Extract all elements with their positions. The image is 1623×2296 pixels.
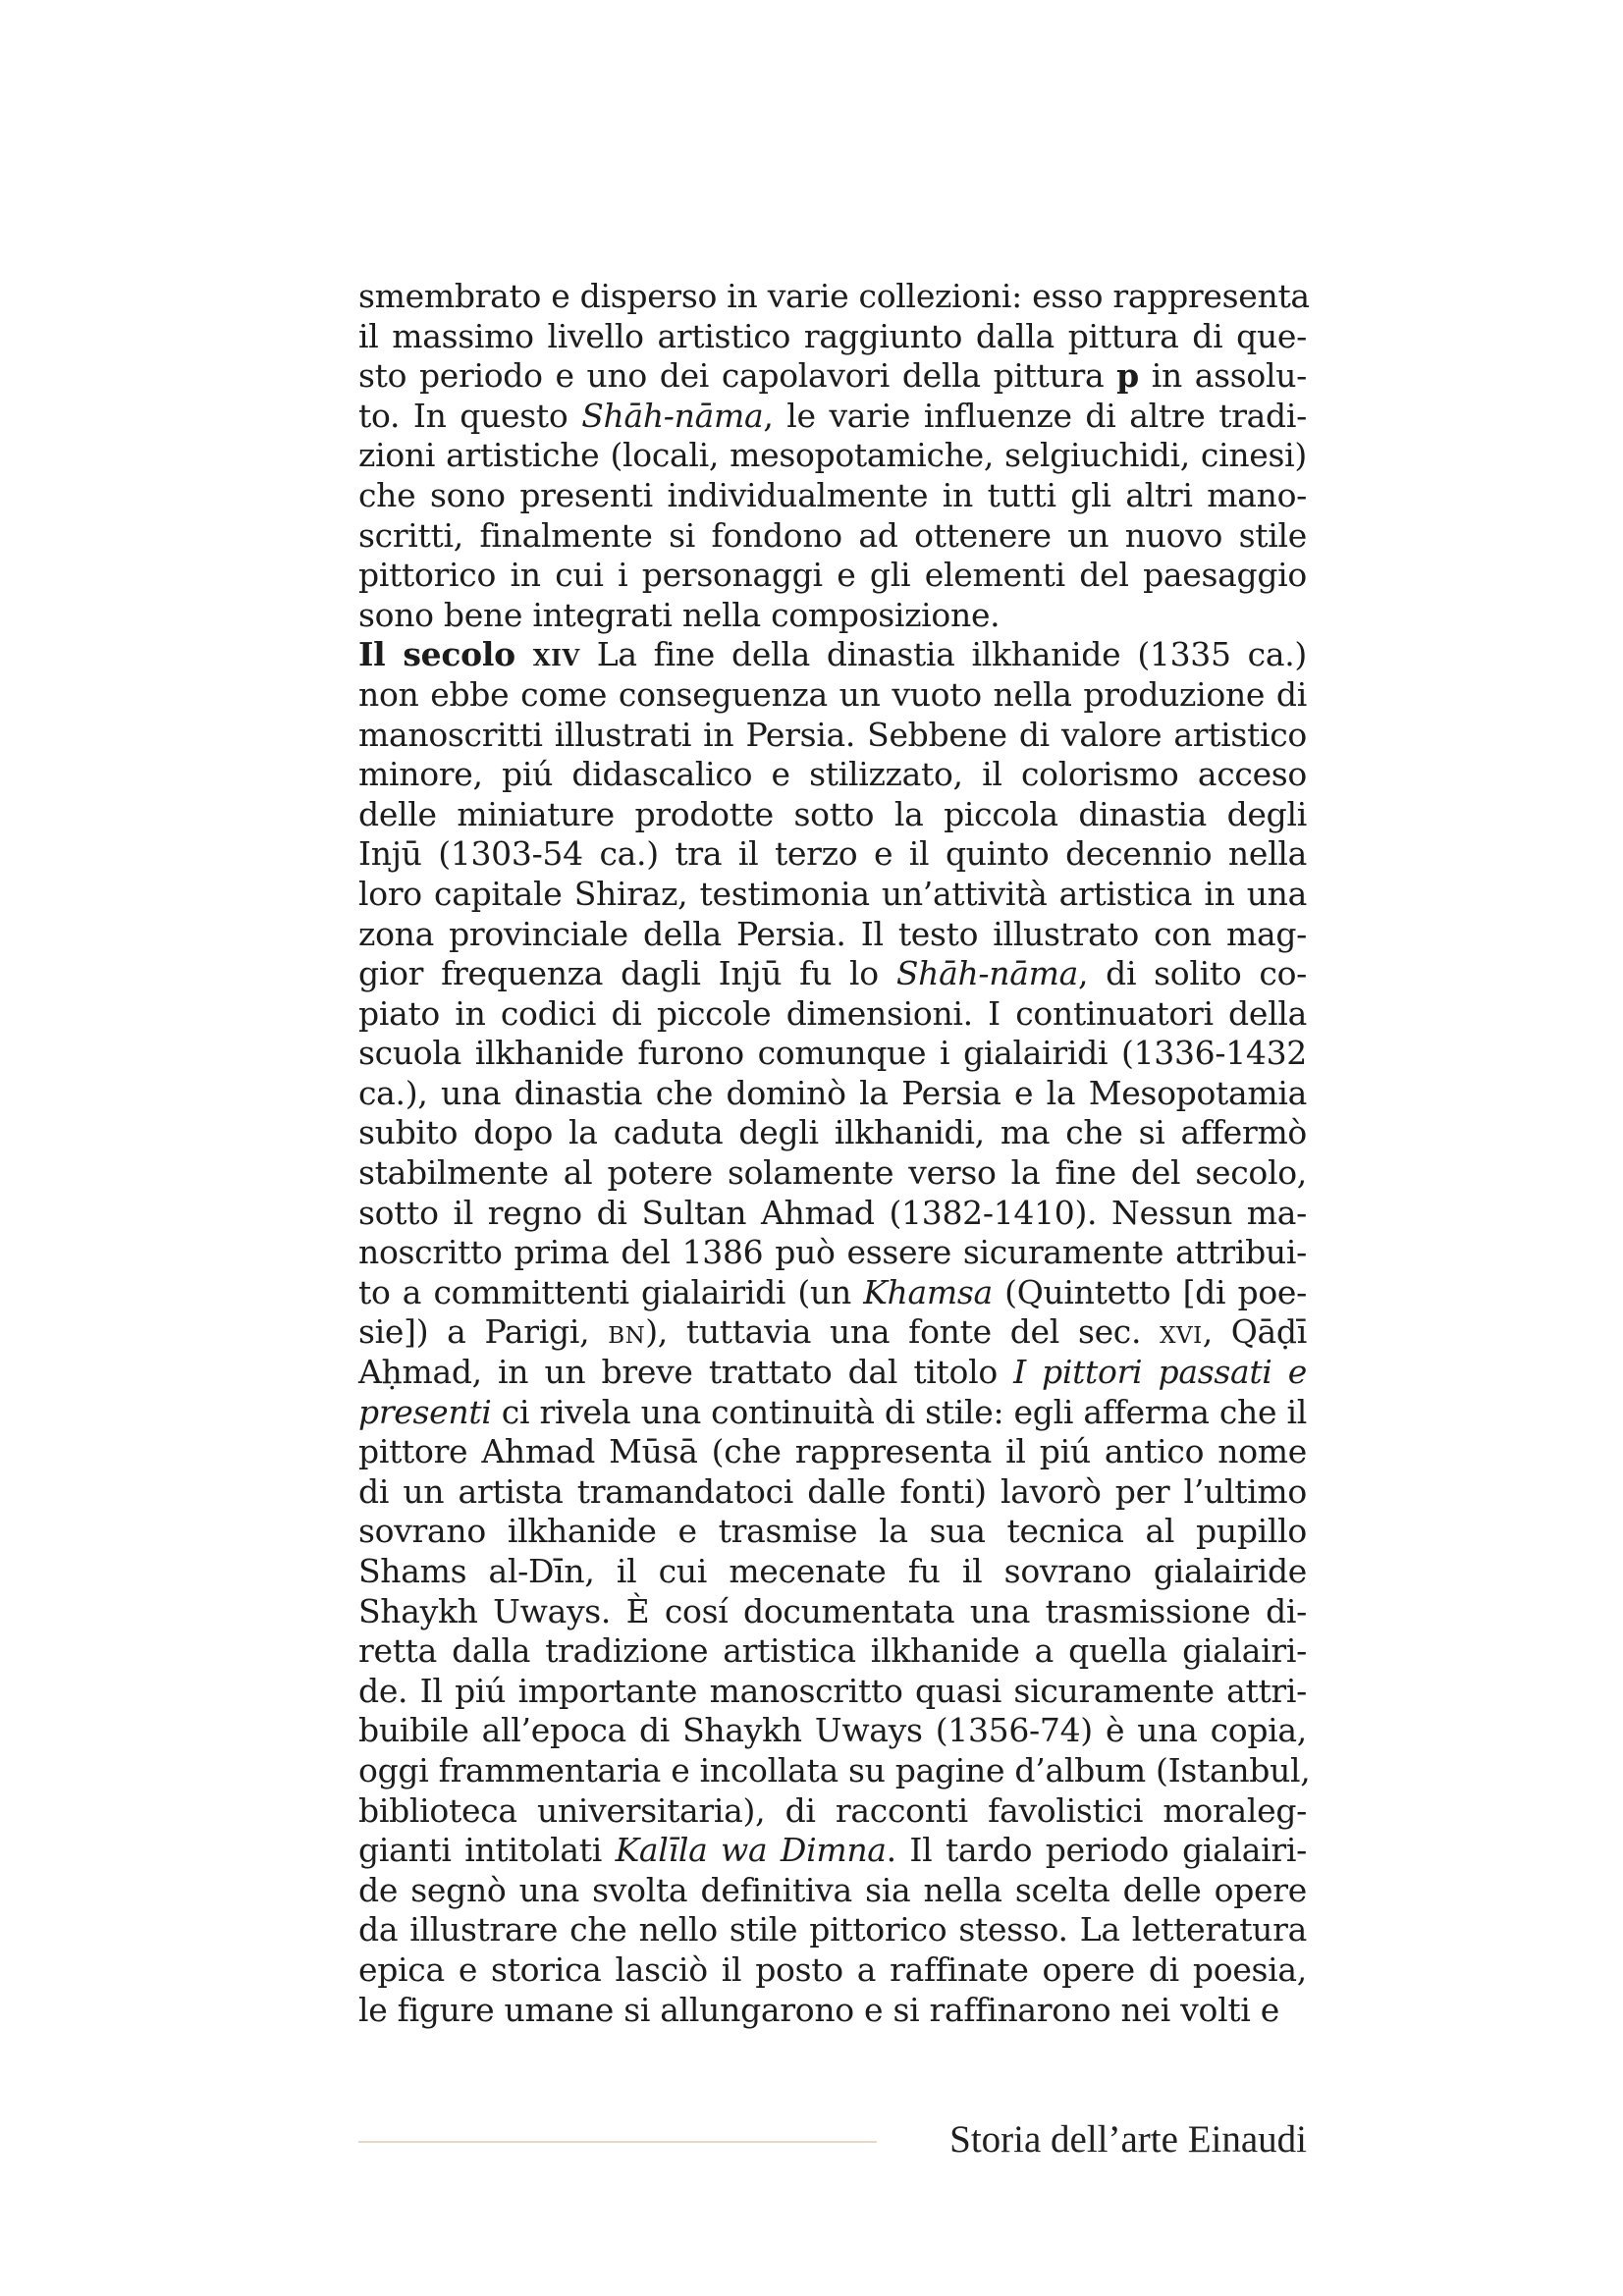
footer-title: Storia dell’arte Einaudi [949,2118,1307,2161]
text-run: scuola ilkhanide furono comunque i gialairidi (1336-1432 [358,1034,1307,1073]
text-run: , Qāḍī [1202,1312,1307,1352]
text-run: pittore Ahmad Mūsā (che rappresenta il piú antico nome [358,1432,1307,1471]
text-run: sovrano ilkhanide e trasmise la sua tecnica al pupillo [358,1512,1307,1551]
text-run: noscritto prima del 1386 può essere sicuramente attribui- [358,1233,1307,1272]
text-run: xiv [532,635,580,674]
text-line [358,556,1307,596]
text-run: il massimo livello artistico raggiunto dalla pittura di que- [358,316,1307,355]
text-run: pittorico in cui i personaggi e gli elementi del paesaggio [358,556,1307,595]
text-line [358,1592,1307,1632]
text-run: gior frequenza dagli Injū fu lo [358,954,896,993]
text-line [358,1273,1307,1313]
text-run: Shams al-Dīn, il cui mecenate fu il sovrano gialairide [358,1552,1307,1590]
text-run: buibile all’epoca di Shaykh Uways (1356-74) è una copia, [358,1711,1307,1750]
text-line [358,1552,1307,1592]
text-line [358,1991,1307,2031]
text-run: zona provinciale della Persia. Il testo illustrato con mag- [358,914,1307,953]
text-line [358,795,1307,835]
text-run: de segnò una svolta definitiva sia nella scelta delle opere [358,1870,1307,1909]
text-run: ci rivela una continuità di stile: egli afferma che il [491,1392,1307,1431]
text-line [358,1034,1307,1074]
text-run: , di solito co- [1077,954,1307,993]
text-line [358,1631,1307,1672]
text-run: zioni artistiche (locali, mesopotamiche, selgiuchidi, cinesi) [358,436,1307,475]
text-run: smembrato e disperso in varie collezioni: esso rappresenta [358,277,1310,315]
text-run: Kalīla wa Dimna [615,1831,887,1870]
text-run: Shaykh Uways. È cosí documentata una trasmissione di- [358,1591,1307,1630]
text-line [358,875,1307,915]
text-run: loro capitale Shiraz, testimonia un’attività artistica in una [358,874,1307,913]
page-footer [358,2112,1307,2171]
text-line [358,1153,1307,1194]
text-run: ca.), una dinastia che dominò la Persia e la Mesopotamia [358,1073,1307,1112]
text-run: di un artista tramandatoci dalle fonti) lavorò per l’ultimo [358,1471,1307,1511]
text-run: che sono presenti individualmente in tutti gli altri mano- [358,475,1307,514]
text-line [358,834,1307,875]
text-line [358,1512,1307,1552]
text-run: delle miniature prodotte sotto la piccola dinastia degli [358,794,1307,833]
text-run: Shāh-nāma [581,396,764,435]
text-line [358,436,1307,476]
text-run: stabilmente al potere solamente verso la fine del secolo, [358,1153,1307,1193]
text-run: piato in codici di piccole dimensioni. I continuatori della [358,993,1307,1033]
text-line [358,1432,1307,1472]
text-run: bn [608,1312,646,1352]
text-run: subito dopo la caduta degli ilkhanidi, ma che si affermò [358,1113,1307,1152]
text-run: da illustrare che nello stile pittorico stesso. La letteratura [358,1910,1307,1949]
text-line [358,317,1307,357]
text-run: manoscritti illustrati in Persia. Sebbene di valore artistico [358,715,1307,754]
text-line [358,716,1307,756]
text-run: Injū (1303-54 ca.) tra il terzo e il quinto decennio nella [358,834,1307,874]
text-run: La fine della dinastia ilkhanide (1335 ca.) [579,635,1307,674]
text-line [358,1910,1307,1950]
text-line [358,1113,1307,1153]
text-run: Aḥmad, in un breve trattato dal titolo [358,1353,1014,1392]
text-run: I pittori passati e [1013,1353,1307,1392]
text-run: Khamsa [863,1272,993,1311]
text-run: minore, piú didascalico e stilizzato, il colorismo acceso [358,755,1307,794]
text-line [358,1353,1307,1393]
text-run: sotto il regno di Sultan Ahmad (1382-1410). Nessun ma- [358,1193,1307,1232]
text-line [358,1312,1307,1353]
text-run: le figure umane si allungarono e si raffinarono nei volti e [358,1990,1279,2029]
text-run: oggi frammentaria e incollata su pagine d’album (Istanbul, [358,1750,1311,1789]
text-run: to a committenti gialairidi (un [358,1272,864,1311]
text-run: p [1116,356,1139,396]
text-run: . Il tardo periodo gialairi- [886,1831,1307,1870]
text-line [358,1750,1311,1791]
text-line [358,915,1307,955]
text-run: to. In questo [358,396,582,435]
text-run: Shāh-nāma [895,954,1078,993]
text-line [358,1393,1307,1433]
text-run: epica e storica lasciò il posto a raffinate opere di poesia, [358,1949,1307,1989]
text-run: , le varie influenze di altre tradi- [763,396,1307,435]
text-run: sie]) a Parigi, [358,1312,609,1352]
text-run: scritti, finalmente si fondono ad ottenere un nuovo stile [358,515,1307,555]
text-line [358,1074,1307,1114]
text-line [358,356,1307,397]
text-line [358,1233,1307,1273]
text-run: Il secolo [358,635,533,674]
text-line [358,1791,1307,1832]
text-line [358,1672,1307,1712]
text-line [358,1472,1307,1513]
text-line [358,1831,1307,1871]
text-run: gianti intitolati [358,1831,616,1870]
text-run: ), tuttavia una fonte del sec. [645,1312,1161,1352]
text-line [358,1950,1307,1991]
text-line [358,755,1307,795]
text-run: xvi [1160,1312,1203,1352]
text-run: retta dalla tradizione artistica ilkhanide a quella gialairi- [358,1631,1307,1671]
body-text [358,277,1311,2030]
text-line [358,1711,1307,1751]
text-line [358,476,1307,516]
text-line [358,675,1307,716]
text-run: (Quintetto [di poe- [992,1272,1307,1311]
text-line [358,994,1307,1035]
text-run: biblioteca universitaria), di racconti favolistici moraleg- [358,1790,1307,1830]
text-run: de. Il piú importante manoscritto quasi sicuramente attri- [358,1671,1307,1710]
text-run: sono bene integrati nella composizione. [358,595,1001,634]
text-run: presenti [358,1392,492,1431]
text-run: sto periodo e uno dei capolavori della pittura [358,356,1117,396]
text-line [358,635,1307,675]
text-run: in assolu- [1138,356,1308,396]
text-line [358,397,1307,437]
text-line [358,954,1307,994]
text-line [358,516,1307,557]
text-line [358,277,1310,317]
text-line [358,1871,1307,1911]
text-line [358,1194,1307,1234]
text-line [358,596,1307,636]
text-run: non ebbe come conseguenza un vuoto nella produzione di [358,674,1307,714]
footer-rule [358,2141,877,2143]
